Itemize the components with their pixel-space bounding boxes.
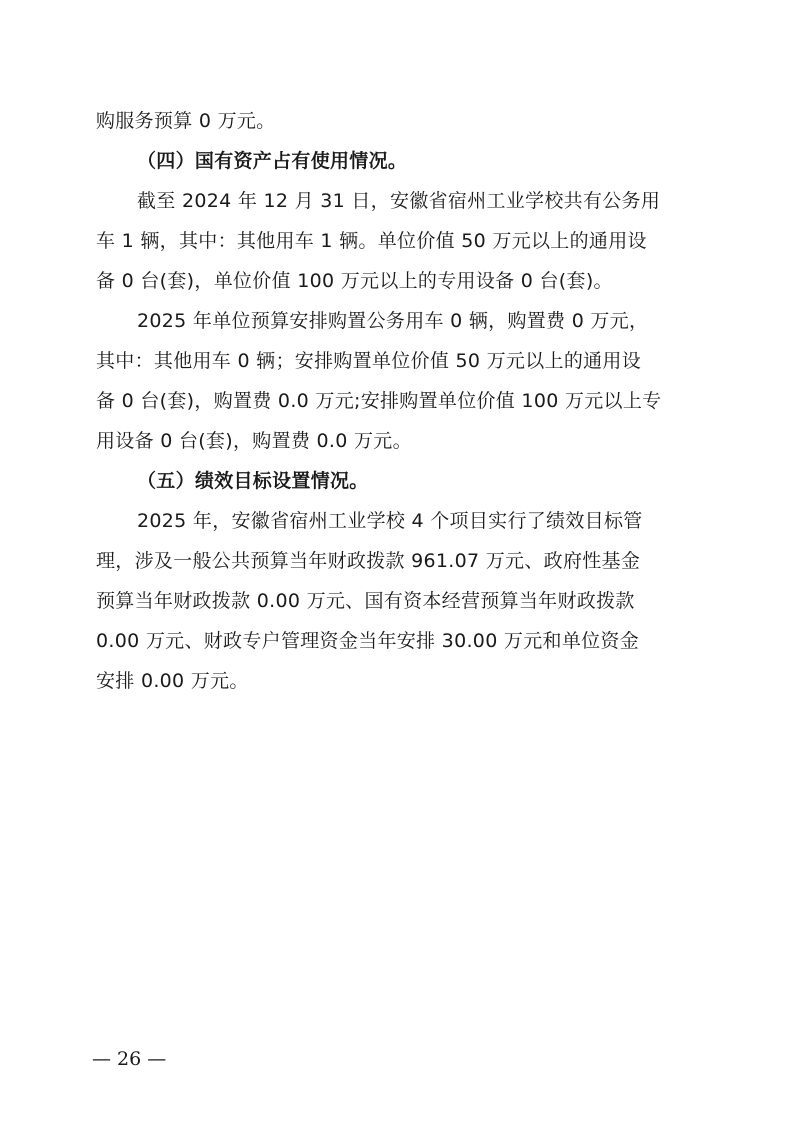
- text-line: 理，涉及一般公共预算当年财政拨款 961.07 万元、政府性基金: [96, 550, 641, 572]
- text-line: 截至 2024 年 12 月 31 日，安徽省宿州工业学校共有公务用: [137, 190, 661, 212]
- text-line: 0.00 万元、财政专户管理资金当年安排 30.00 万元和单位资金: [96, 630, 640, 652]
- text-line: 备 0 台(套)，单位价值 100 万元以上的专用设备 0 台(套)。: [96, 270, 613, 292]
- text-line: 其中：其他用车 0 辆；安排购置单位价值 50 万元以上的通用设: [96, 350, 642, 372]
- text-line: 预算当年财政拨款 0.00 万元、国有资本经营预算当年财政拨款: [96, 590, 635, 612]
- text-line: 2025 年单位预算安排购置公务用车 0 辆，购置费 0 万元，: [137, 310, 649, 332]
- section-heading-performance: （五）绩效目标设置情况。: [137, 470, 369, 492]
- text-line: 2025 年，安徽省宿州工业学校 4 个项目实行了绩效目标管: [137, 510, 643, 532]
- text-line: 安排 0.00 万元。: [96, 670, 249, 692]
- text-line: 购服务预算 0 万元。: [96, 110, 276, 132]
- page-number: — 26 —: [92, 1048, 167, 1070]
- text-line: 备 0 台(套)，购置费 0.0 万元;安排购置单位价值 100 万元以上专: [96, 390, 662, 412]
- text-line: 用设备 0 台(套)，购置费 0.0 万元。: [96, 430, 412, 452]
- text-line: 车 1 辆，其中：其他用车 1 辆。单位价值 50 万元以上的通用设: [96, 230, 647, 252]
- section-heading-assets: （四）国有资产占有使用情况。: [137, 150, 408, 172]
